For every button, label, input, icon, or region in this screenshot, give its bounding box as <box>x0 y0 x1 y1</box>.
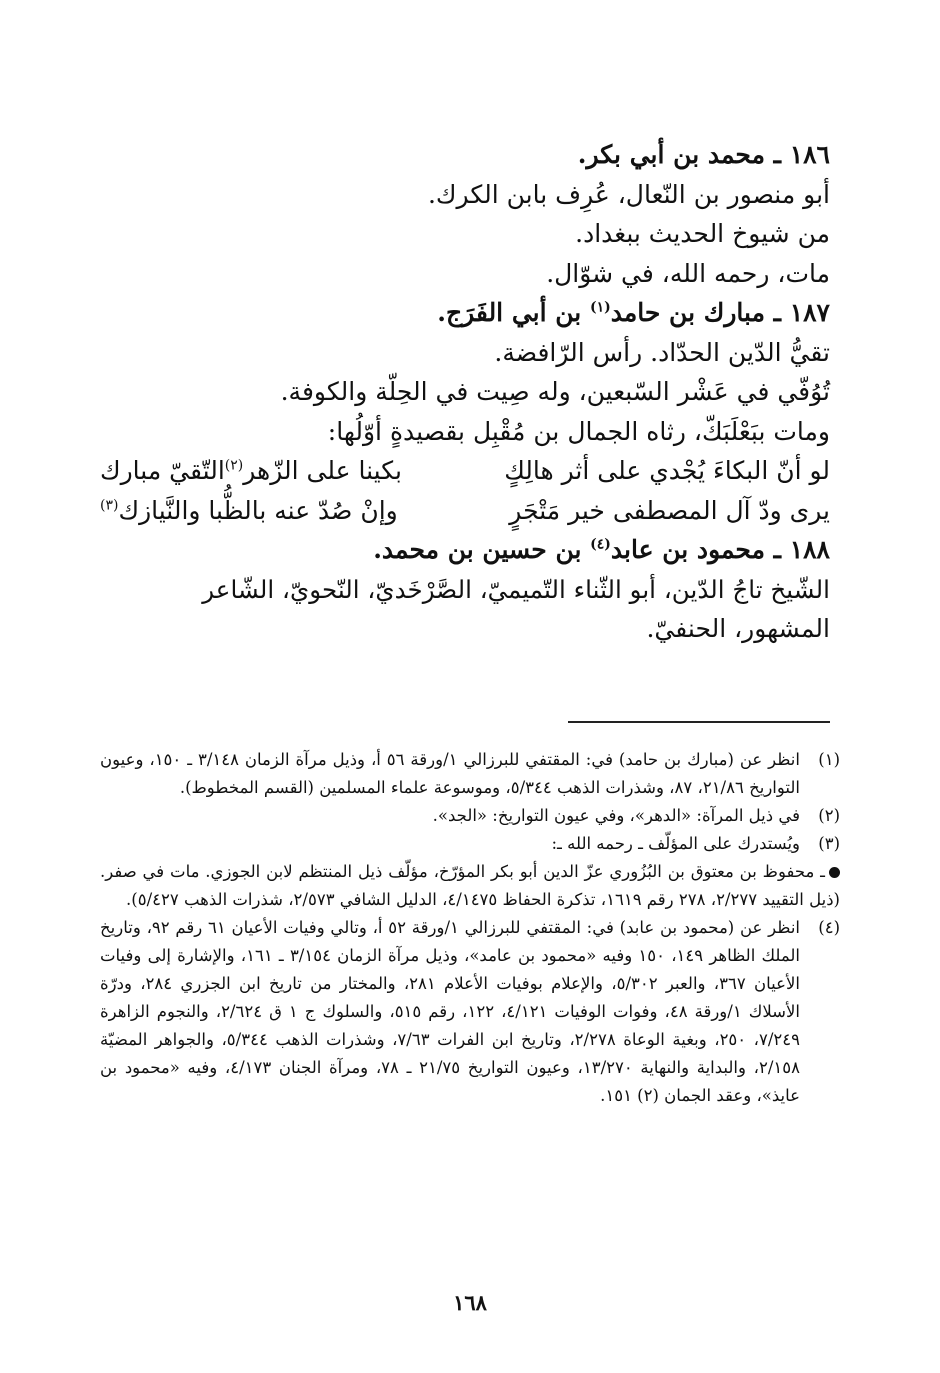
footnote-ref[interactable]: (١) <box>589 299 611 316</box>
verse-text: بكينا على الزّهر <box>243 456 402 485</box>
verse-first-hemistich: يرى ودّ آل المصطفى خير مَتْجَرٍ <box>509 495 830 525</box>
footnote-addendum <box>100 858 840 914</box>
footnote-number: (٢) <box>818 806 840 825</box>
footnote <box>100 746 840 802</box>
verse-second-hemistich <box>100 491 398 531</box>
footnote <box>100 914 840 1110</box>
poem-verse <box>100 451 830 491</box>
bullet-icon <box>829 867 840 878</box>
footnote-text: انظر عن (مبارك بن حامد) في: المقتفي للبرزالي ١/ورقة ٥٦ أ، وذيل مرآة الزمان ٣/١٤٨ ـ ١٥٠، وعيون التواريخ ٢١/٨٦، ٨٧، وشذرات الذهب ٥/٣٤٤، وموسوعة علماء المسلمين (القسم المخطوط). <box>100 750 800 797</box>
verse-text: وإنْ صُدّ عنه بالظُّبا والنَّيازك <box>118 495 398 525</box>
footnote-ref[interactable]: (٣) <box>100 497 119 514</box>
entry-188-line: المشهور، الحنفيّ. <box>646 614 830 643</box>
entry-188-title-rest: بن حسين بن محمد. <box>373 535 591 564</box>
entry-188-heading <box>100 530 830 570</box>
verse-second-hemistich <box>100 451 402 491</box>
footnote-addendum-text: ـ محفوظ بن معتوق بن البُزُوري عزّ الدين أبو بكر المؤرّخ، مؤلّف ذيل المنتظم لابن الجوزي. مات في صفر. (ذيل التقييد ٢/٢٧٧، ٢٧٨ رقم ١٦١٩، تذكرة الحفاظ ٤/١٤٧٥، الدليل الشافي ٢/٥٧٣، شذرات الذهب ٥/٤٢٧). <box>100 862 840 909</box>
page-number: ١٦٨ <box>453 1290 487 1315</box>
footnote <box>100 830 840 858</box>
main-text <box>100 135 830 649</box>
entry-186-heading: ١٨٦ ـ محمد بن أبي بكر. <box>577 140 830 169</box>
verse-first-hemistich: لو أنّ البكاءَ يُجْدي على أثر هالِكٍ <box>504 456 830 485</box>
entry-186-line: مات، رحمه الله، في شوّال. <box>546 258 830 288</box>
entry-187-line: تُوُفّي في عَشْر السّبعين، وله صِيت في الحِلّة والكوفة. <box>280 377 830 406</box>
entry-187-title-rest: بن أبي الفَرَج. <box>437 298 590 327</box>
verse-text: التّقيّ مبارك <box>100 456 225 485</box>
footnote-ref[interactable]: (٢) <box>224 457 244 474</box>
entry-187-line: تقيُّ الدّين الحدّاد. رأس الرّافضة. <box>494 337 830 367</box>
footnote-text: في ذيل المرآة: «الدهر»، وفي عيون التواريخ: «الجد». <box>432 806 800 825</box>
footnote-number: (٤) <box>818 918 840 937</box>
entry-186-line: أبو منصور بن النّعال، عُرِف بابن الكرك. <box>427 179 830 209</box>
entry-188-title: ١٨٨ ـ محمود بن عابد <box>610 535 830 564</box>
poem-verse <box>100 491 830 531</box>
entry-187-title: ١٨٧ ـ مبارك بن حامد <box>610 298 830 327</box>
entry-186-line: من شيوخ الحديث ببغداد. <box>575 219 830 248</box>
footnote-divider <box>568 721 830 723</box>
entry-187-line: ومات ببَعْلَبَكّ، رثاه الجمال بن مُقْبِل بقصيدةٍ أوّلُها: <box>327 416 830 446</box>
footnote-number: (١) <box>818 750 840 769</box>
footnotes <box>100 746 840 1110</box>
entry-188-line: الشّيخ تاجُ الدّين، أبو الثّناء التّميميّ، الصَّرْخَديّ، النّحويّ، الشّاعر <box>202 574 830 604</box>
footnote-text: ويُستدرك على المؤلّف ـ رحمه الله ـ: <box>551 834 800 853</box>
footnote <box>100 802 840 830</box>
footnote-ref[interactable]: (٤) <box>590 536 611 553</box>
footnote-text: انظر عن (محمود بن عابد) في: المقتفي للبرزالي ١/ورقة ٥٢ أ، وتالي وفيات الأعيان ٦١ رقم ٩٢، وتاريخ الملك الظاهر ١٤٩، ١٥٠ وفيه «محمود بن عامد»، وذيل مرآة الزمان ٣/١٥٤ ـ ١٦١، والإشارة إلى وفيات الأعيان ٣٦٧، والعبر ٥/٣٠٢، والإعلام بوفيات الأعلام ٢٨١، والمختار من تاريخ ابن الجزري ٢٨٤، ودرّة الأسلاك ١/ورقة ٤٨، وفوات الوفيات ٤/١٢١، ١٢٢، رقم ٥١٥، والسلوك ج ١ ق ٢/٦٢٤، والنجوم الزاهرة ٧/٢٤٩، ٢٥٠، وبغية الوعاة ٢/٢٧٨، وتاريخ ابن الفرات ٧/٦٣، وشذرات الذهب ٥/٣٤٤، والجواهر المضيّة ٢/١٥٨، والبداية والنهاية ١٣/٢٧٠، وعيون التواريخ ٢١/٧٥ ـ ٧٨، ومرآة الجنان ٤/١٧٣، وفيه «محمود بن عايذ»، وعقد الجمان (٢) ١٥١. <box>100 918 801 1105</box>
entry-187-heading <box>100 293 830 333</box>
footnote-number: (٣) <box>818 834 840 853</box>
